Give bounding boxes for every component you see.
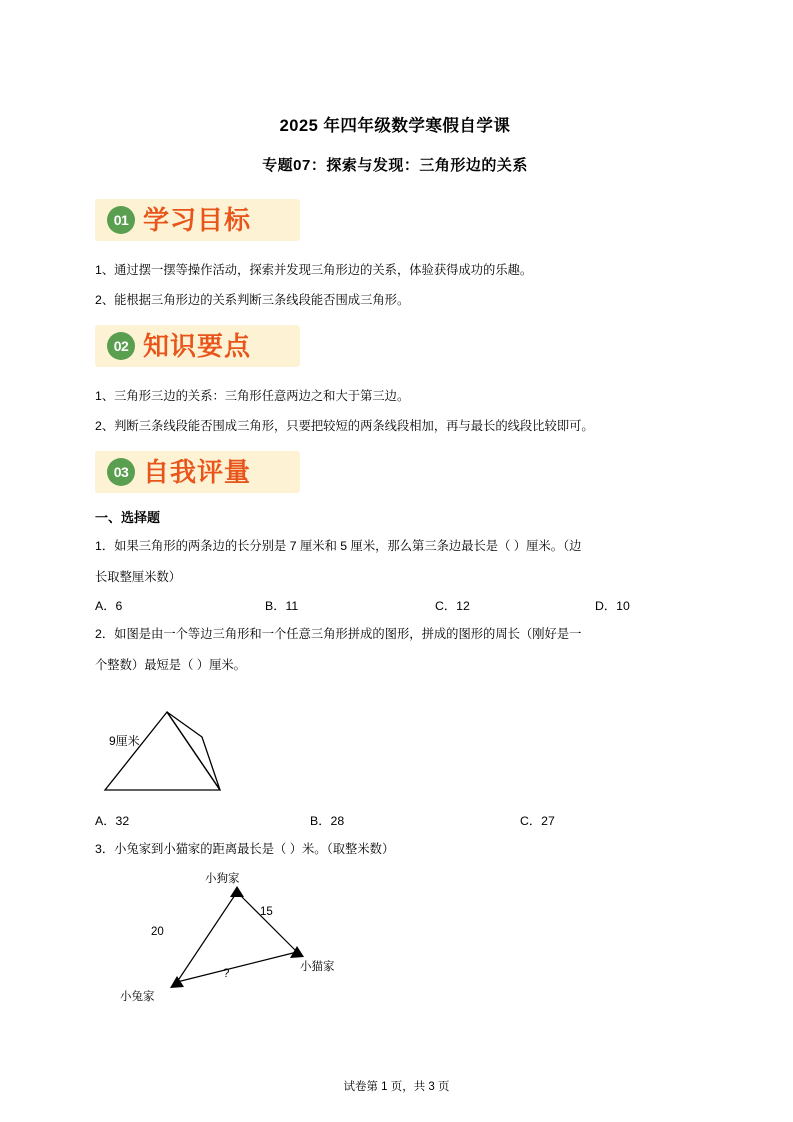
section-number-badge: 03	[107, 458, 135, 486]
label-edge-bottom: ?	[223, 968, 230, 980]
page-title: 2025 年四年级数学寒假自学课	[279, 117, 511, 135]
choice-d[interactable]: D．10	[595, 599, 630, 613]
section-banner-01	[95, 199, 300, 241]
keypoint-item-1: 1、三角形三边的关系：三角形任意两边之和大于第三边。	[95, 389, 410, 403]
page-subtitle: 专题07：探索与发现：三角形边的关系	[262, 157, 528, 174]
choice-a[interactable]: A．32	[95, 814, 130, 828]
question-2-choices	[95, 811, 695, 833]
page-footer: 试卷第 1 页，共 3 页	[343, 1081, 450, 1093]
choice-a[interactable]: A．6	[95, 599, 123, 613]
section-heading-text: 学习目标	[143, 205, 252, 235]
document-content	[95, 112, 695, 1020]
question-2-number: 2	[95, 627, 102, 641]
section-heading-text: 知识要点	[143, 331, 252, 361]
label-edge-right: 15	[260, 906, 273, 918]
question-1-number: 1	[95, 539, 102, 553]
question-3	[95, 835, 695, 864]
question-1-text: ．如果三角形的两条边的长分别是 7 厘米和 5 厘米，那么第三条边最长是（ ）厘米。（边	[101, 539, 582, 553]
label-edge-left: 20	[151, 926, 164, 938]
question-1-choices	[95, 596, 695, 618]
question-3-number: 3	[95, 842, 102, 856]
section-banner-02	[95, 325, 300, 367]
question-2-figure	[95, 692, 695, 807]
section-number-badge: 01	[107, 206, 135, 234]
figure-side-label: 9厘米	[109, 734, 140, 748]
question-2-text: ．如图是由一个等边三角形和一个任意三角形拼成的图形，拼成的图形的周长（刚好是一	[101, 627, 582, 641]
section-number-badge: 02	[107, 332, 135, 360]
question-3-figure	[95, 870, 695, 1020]
triangle-distance-shape	[125, 870, 425, 1020]
question-2-text-cont: 个整数）最短是（ ）厘米。	[95, 658, 246, 672]
question-1-text-cont: 长取整厘米数）	[95, 570, 182, 584]
objective-item-1: 1、通过摆一摆等操作活动，探索并发现三角形边的关系，体验获得成功的乐趣。	[95, 263, 533, 277]
choice-b[interactable]: B．11	[265, 599, 299, 613]
keypoint-item-2: 2、判断三条线段能否围成三角形，只要把较短的两条线段相加，再与最长的线段比较即可。	[95, 419, 594, 433]
choice-c[interactable]: C．12	[435, 599, 470, 613]
exam-part-one-title: 一、选择题	[95, 510, 161, 525]
composite-triangle-shape	[95, 692, 315, 807]
choice-c[interactable]: C．27	[520, 814, 555, 828]
section-banner-03	[95, 451, 300, 493]
objective-item-2: 2、能根据三角形边的关系判断三条线段能否围成三角形。	[95, 293, 410, 307]
question-3-text: ．小兔家到小猫家的距离最长是（ ）米。（取整米数）	[101, 842, 395, 856]
label-dog-house: 小狗家	[205, 873, 240, 885]
question-2	[95, 620, 695, 649]
section-heading-text: 自我评量	[143, 457, 252, 487]
label-rabbit-house: 小兔家	[120, 991, 155, 1003]
question-1	[95, 532, 695, 561]
choice-b[interactable]: B．28	[310, 814, 345, 828]
label-cat-house: 小猫家	[300, 961, 335, 973]
